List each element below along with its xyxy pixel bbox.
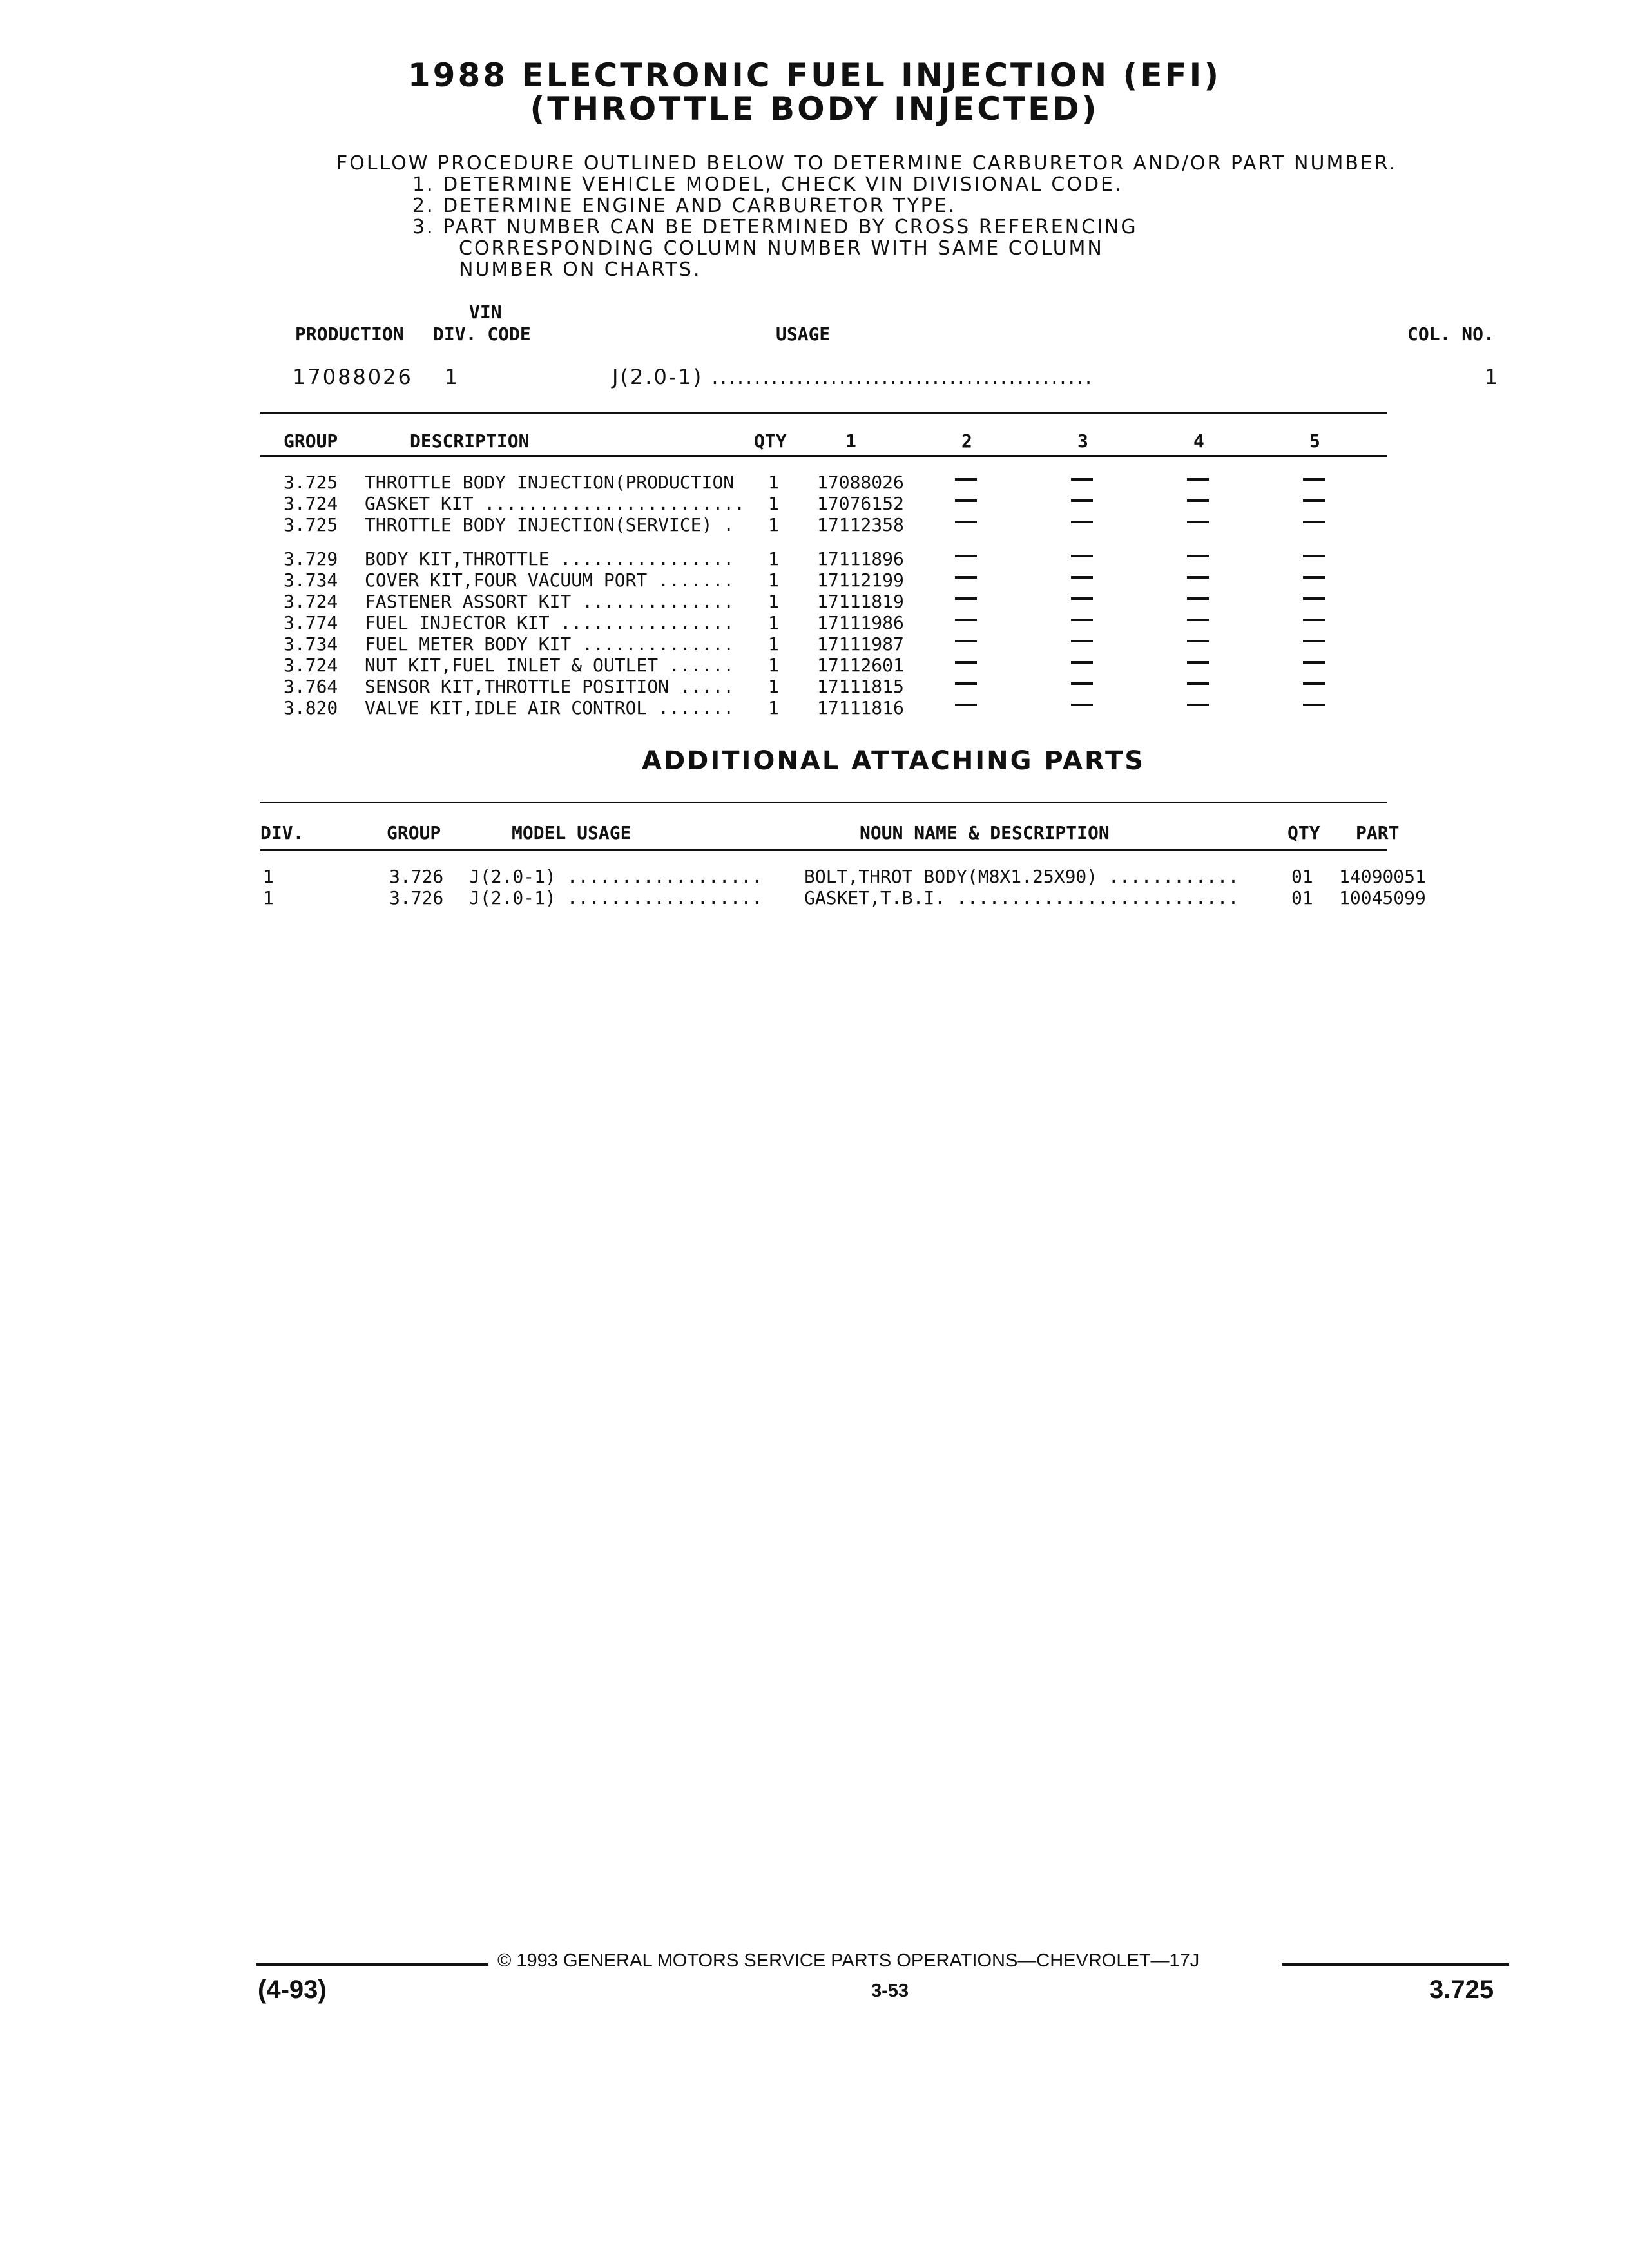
footer-left-rule	[256, 1963, 488, 1966]
row-part-number: 10045099	[1339, 887, 1426, 908]
empty-column-dash	[955, 619, 977, 621]
empty-column-dash	[955, 521, 977, 523]
qty-header: QTY	[754, 430, 787, 452]
part-header: PART	[1356, 822, 1400, 843]
production-value: 17088026	[293, 365, 413, 389]
empty-column-dash	[955, 640, 977, 642]
row-group: 3.764	[284, 676, 338, 697]
vin-header: VIN	[469, 302, 502, 323]
empty-column-dash	[955, 682, 977, 685]
revision-date: (4-93)	[258, 1975, 327, 2004]
production-header: PRODUCTION	[295, 323, 404, 345]
additional-group-header: GROUP	[387, 822, 441, 843]
empty-column-dash	[1187, 661, 1209, 664]
empty-column-dash	[1303, 521, 1325, 523]
description-header: DESCRIPTION	[410, 430, 530, 452]
row-part-number: 17076152	[817, 493, 904, 514]
instructions-step-2: 2. DETERMINE ENGINE AND CARBURETOR TYPE.	[412, 195, 957, 217]
row-description: BODY KIT,THROTTLE ................	[365, 548, 735, 570]
instructions-intro: FOLLOW PROCEDURE OUTLINED BELOW TO DETERMINE CARBURETOR AND/OR PART NUMBER.	[336, 152, 1398, 175]
row-div: 1	[263, 887, 274, 908]
row-group: 3.734	[284, 633, 338, 655]
row-part-number: 17112358	[817, 514, 904, 535]
row-qty: 1	[768, 570, 779, 591]
div-header: DIV.	[260, 822, 304, 843]
empty-column-dash	[955, 597, 977, 600]
row-group: 3.729	[284, 548, 338, 570]
row-qty: 01	[1291, 887, 1313, 908]
empty-column-dash	[955, 661, 977, 664]
row-part-number: 17112199	[817, 570, 904, 591]
instructions-step-1: 1. DETERMINE VEHICLE MODEL, CHECK VIN DIVISIONAL CODE.	[412, 173, 1123, 196]
row-group: 3.726	[389, 887, 444, 908]
col-5-header: 5	[1309, 430, 1320, 452]
empty-column-dash	[1303, 499, 1325, 502]
empty-column-dash	[1071, 478, 1093, 481]
row-qty: 1	[768, 697, 779, 718]
additional-qty-header: QTY	[1287, 822, 1320, 843]
col-1-header: 1	[845, 430, 856, 452]
empty-column-dash	[1303, 619, 1325, 621]
parts-table-top-rule	[260, 412, 1387, 414]
empty-column-dash	[955, 499, 977, 502]
row-qty: 1	[768, 633, 779, 655]
row-group: 3.725	[284, 514, 338, 535]
row-part-number: 17112601	[817, 655, 904, 676]
empty-column-dash	[1187, 478, 1209, 481]
row-part-number: 17111816	[817, 697, 904, 718]
row-description: NUT KIT,FUEL INLET & OUTLET ......	[365, 655, 735, 676]
instructions-step-3-end: NUMBER ON CHARTS.	[459, 258, 702, 281]
row-description: COVER KIT,FOUR VACUUM PORT .......	[365, 570, 735, 591]
row-description: FASTENER ASSORT KIT ..............	[365, 591, 735, 612]
row-group: 3.734	[284, 570, 338, 591]
usage-value: J(2.0-1) .............................................	[612, 365, 1094, 389]
row-qty: 01	[1291, 866, 1313, 887]
col-3-header: 3	[1077, 430, 1088, 452]
div-value: 1	[445, 365, 460, 389]
group-header: GROUP	[284, 430, 338, 452]
empty-column-dash	[1071, 499, 1093, 502]
row-description: THROTTLE BODY INJECTION(SERVICE) .	[365, 514, 735, 535]
empty-column-dash	[1071, 682, 1093, 685]
row-description: FUEL METER BODY KIT ..............	[365, 633, 735, 655]
row-model-usage: J(2.0-1) ..................	[469, 887, 763, 908]
row-qty: 1	[768, 472, 779, 493]
usage-header: USAGE	[776, 323, 831, 345]
page-number: 3-53	[871, 1981, 909, 2001]
empty-column-dash	[1187, 555, 1209, 557]
div-code-header: DIV. CODE	[433, 323, 531, 345]
parts-table-header-rule	[260, 455, 1387, 457]
empty-column-dash	[1071, 576, 1093, 579]
instructions-step-3: 3. PART NUMBER CAN BE DETERMINED BY CROSS REFERENCING	[412, 216, 1138, 238]
row-model-usage: J(2.0-1) ..................	[469, 866, 763, 887]
empty-column-dash	[1187, 576, 1209, 579]
additional-top-rule	[260, 802, 1387, 803]
empty-column-dash	[1187, 682, 1209, 685]
empty-column-dash	[1187, 597, 1209, 600]
additional-header-rule	[260, 849, 1387, 851]
row-description: SENSOR KIT,THROTTLE POSITION .....	[365, 676, 735, 697]
row-description: GASKET KIT ........................	[365, 493, 746, 514]
row-qty: 1	[768, 655, 779, 676]
empty-column-dash	[955, 576, 977, 579]
row-description: FUEL INJECTOR KIT ................	[365, 612, 735, 633]
empty-column-dash	[1071, 555, 1093, 557]
noun-header: NOUN NAME & DESCRIPTION	[860, 822, 1110, 843]
empty-column-dash	[1071, 640, 1093, 642]
row-description: VALVE KIT,IDLE AIR CONTROL .......	[365, 697, 735, 718]
instructions-step-3-cont: CORRESPONDING COLUMN NUMBER WITH SAME COLUMN	[459, 237, 1104, 260]
row-div: 1	[263, 866, 274, 887]
row-qty: 1	[768, 493, 779, 514]
page-subtitle: (THROTTLE BODY INJECTED)	[530, 90, 1099, 128]
row-group: 3.725	[284, 472, 338, 493]
empty-column-dash	[1187, 640, 1209, 642]
row-group: 3.774	[284, 612, 338, 633]
row-part-number: 17111986	[817, 612, 904, 633]
row-group: 3.724	[284, 655, 338, 676]
empty-column-dash	[1303, 576, 1325, 579]
col-no-value: 1	[1485, 365, 1500, 389]
row-part-number: 17088026	[817, 472, 904, 493]
copyright-text: © 1993 GENERAL MOTORS SERVICE PARTS OPERATIONS—CHEVROLET—17J	[497, 1950, 1200, 1971]
row-qty: 1	[768, 676, 779, 697]
empty-column-dash	[1303, 661, 1325, 664]
empty-column-dash	[1071, 619, 1093, 621]
empty-column-dash	[1071, 521, 1093, 523]
row-part-number: 17111896	[817, 548, 904, 570]
empty-column-dash	[1187, 499, 1209, 502]
col-no-header: COL. NO.	[1407, 323, 1494, 345]
empty-column-dash	[1187, 619, 1209, 621]
row-qty: 1	[768, 514, 779, 535]
empty-column-dash	[1303, 597, 1325, 600]
footer-right-rule	[1282, 1963, 1509, 1966]
col-4-header: 4	[1193, 430, 1204, 452]
additional-title: ADDITIONAL ATTACHING PARTS	[642, 746, 1146, 776]
empty-column-dash	[1303, 555, 1325, 557]
empty-column-dash	[1303, 478, 1325, 481]
section-number: 3.725	[1429, 1975, 1494, 2004]
row-part-number: 14090051	[1339, 866, 1426, 887]
row-noun-description: BOLT,THROT BODY(M8X1.25X90) ............	[804, 866, 1239, 887]
empty-column-dash	[1071, 704, 1093, 706]
row-group: 3.726	[389, 866, 444, 887]
row-part-number: 17111819	[817, 591, 904, 612]
row-qty: 1	[768, 612, 779, 633]
row-qty: 1	[768, 548, 779, 570]
row-group: 3.724	[284, 493, 338, 514]
row-description: THROTTLE BODY INJECTION(PRODUCTION	[365, 472, 735, 493]
empty-column-dash	[1187, 521, 1209, 523]
row-noun-description: GASKET,T.B.I. ..........................	[804, 887, 1239, 908]
empty-column-dash	[1303, 682, 1325, 685]
model-usage-header: MODEL USAGE	[512, 822, 631, 843]
empty-column-dash	[955, 704, 977, 706]
col-2-header: 2	[961, 430, 972, 452]
empty-column-dash	[955, 555, 977, 557]
empty-column-dash	[1071, 597, 1093, 600]
row-qty: 1	[768, 591, 779, 612]
row-part-number: 17111815	[817, 676, 904, 697]
empty-column-dash	[1187, 704, 1209, 706]
row-group: 3.820	[284, 697, 338, 718]
empty-column-dash	[955, 478, 977, 481]
empty-column-dash	[1071, 661, 1093, 664]
empty-column-dash	[1303, 640, 1325, 642]
row-group: 3.724	[284, 591, 338, 612]
row-part-number: 17111987	[817, 633, 904, 655]
page-title: 1988 ELECTRONIC FUEL INJECTION (EFI)	[407, 57, 1222, 94]
empty-column-dash	[1303, 704, 1325, 706]
